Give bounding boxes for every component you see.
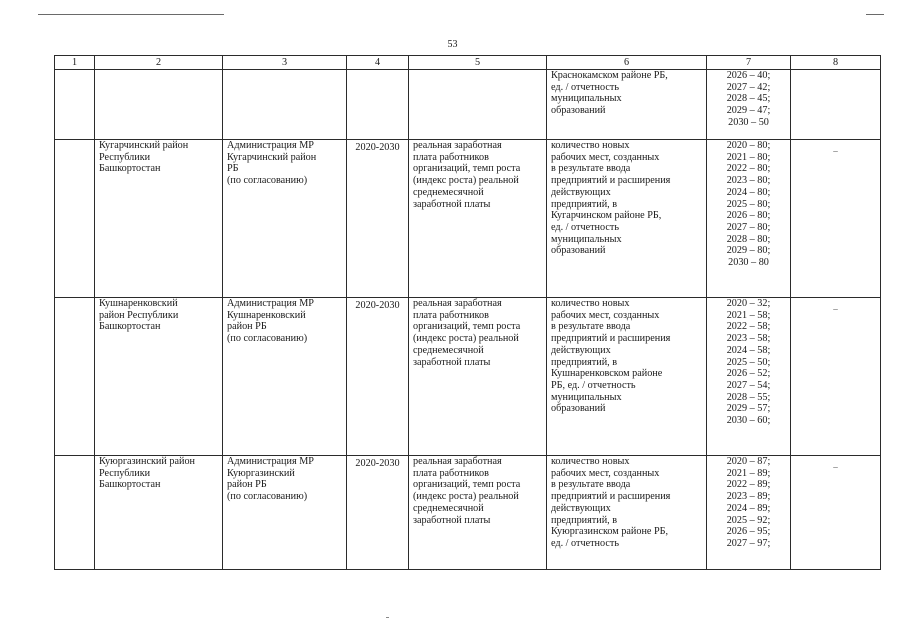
target-line: количество новых bbox=[551, 456, 630, 467]
district-cell bbox=[95, 298, 223, 456]
target-line: предприятий, в bbox=[551, 356, 618, 368]
target-indicator-cell bbox=[547, 140, 707, 298]
target-line: образований bbox=[551, 245, 606, 257]
year-value: 2028 – 55; bbox=[726, 391, 771, 403]
target-line: Кугарчинском районе РБ, bbox=[551, 210, 662, 222]
year-value: 2029 – 47; bbox=[726, 105, 771, 117]
executor-line: Кугарчинский район bbox=[227, 151, 317, 163]
target-line: ед. / отчетность bbox=[551, 537, 619, 549]
indicator-line: заработной платы bbox=[413, 514, 491, 526]
target-line: в результате ввода bbox=[551, 479, 631, 491]
yearly-values-cell bbox=[707, 70, 791, 140]
indicator-line: заработной платы bbox=[413, 356, 491, 368]
header-cell-1: 1 bbox=[55, 56, 95, 70]
target-line: образований bbox=[551, 105, 606, 117]
executor-line: Администрация МР bbox=[227, 456, 314, 467]
year-value: 2027 – 42; bbox=[726, 81, 771, 93]
indicator-line: (индекс роста) реальной bbox=[413, 333, 519, 345]
row-number-cell bbox=[55, 70, 95, 140]
year-value: 2024 – 89; bbox=[726, 502, 771, 514]
row-number-cell bbox=[55, 456, 95, 570]
executor-cell bbox=[223, 298, 347, 456]
indicator-cell bbox=[409, 298, 547, 456]
year-value: 2022 – 80; bbox=[726, 163, 771, 175]
target-line: РБ, ед. / отчетность bbox=[551, 379, 636, 391]
note-cell bbox=[791, 140, 881, 298]
executor-line: Администрация МР bbox=[227, 298, 314, 309]
executor-line: РБ bbox=[227, 163, 239, 175]
indicator-line: реальная заработная bbox=[413, 456, 502, 467]
target-indicator-cell bbox=[547, 456, 707, 570]
year-value: 2023 – 58; bbox=[726, 333, 771, 345]
year-value: 2030 – 60; bbox=[726, 415, 771, 427]
indicator-cell bbox=[409, 70, 547, 140]
indicator-line: реальная заработная bbox=[413, 140, 502, 151]
header-cell-5: 5 bbox=[409, 56, 547, 70]
target-line: Краснокамском районе РБ, bbox=[551, 70, 668, 81]
period-cell bbox=[347, 70, 409, 140]
scan-edge-right bbox=[866, 14, 884, 15]
target-line: действующих bbox=[551, 502, 611, 514]
row-number-cell bbox=[55, 140, 95, 298]
year-value: 2027 – 54; bbox=[726, 379, 771, 391]
district-line: Куюргазинский район bbox=[99, 456, 195, 467]
year-value: 2022 – 58; bbox=[726, 321, 771, 333]
target-line: предприятий и расширения bbox=[551, 491, 671, 503]
target-line: ед. / отчетность bbox=[551, 221, 619, 233]
target-line: муниципальных bbox=[551, 391, 622, 403]
executor-line: Администрация МР bbox=[227, 140, 314, 151]
district-line: Башкортостан bbox=[99, 321, 161, 333]
table-row-kushnarenkovsky bbox=[55, 298, 881, 456]
indicator-line: плата работников bbox=[413, 151, 489, 163]
year-value: 2020 – 80; bbox=[726, 140, 771, 151]
year-value: 2026 – 80; bbox=[726, 210, 771, 222]
district-cell bbox=[95, 140, 223, 298]
year-value: 2025 – 80; bbox=[726, 198, 771, 210]
year-value: 2025 – 50; bbox=[726, 356, 771, 368]
table-row-kugarchinsky bbox=[55, 140, 881, 298]
executor-cell bbox=[223, 70, 347, 140]
target-line: рабочих мест, созданных bbox=[551, 467, 660, 479]
target-line: в результате ввода bbox=[551, 321, 631, 333]
district-cell bbox=[95, 456, 223, 570]
year-value: 2021 – 58; bbox=[726, 309, 771, 321]
district-line: Башкортостан bbox=[99, 163, 161, 175]
district-cell bbox=[95, 70, 223, 140]
year-value: 2029 – 80; bbox=[726, 245, 771, 257]
executor-cell bbox=[223, 456, 347, 570]
target-line: в результате ввода bbox=[551, 163, 631, 175]
target-line: Куюргазинском районе РБ, bbox=[551, 526, 669, 538]
year-value: 2022 – 89; bbox=[726, 479, 771, 491]
indicator-line: организаций, темп роста bbox=[413, 163, 521, 175]
year-value: 2023 – 80; bbox=[726, 175, 771, 187]
note-cell bbox=[791, 70, 881, 140]
indicator-line: плата работников bbox=[413, 309, 489, 321]
executor-line: Кушнаренковский bbox=[227, 309, 306, 321]
executor-line: Куюргазинский bbox=[227, 467, 295, 479]
table-header-row bbox=[55, 56, 881, 70]
year-value: 2023 – 89; bbox=[726, 491, 771, 503]
scan-speck bbox=[386, 617, 389, 618]
indicator-line: реальная заработная bbox=[413, 298, 502, 309]
indicator-line: (индекс роста) реальной bbox=[413, 175, 519, 187]
period-cell: 2020-2030 bbox=[347, 140, 409, 298]
note-dash: – bbox=[833, 462, 838, 472]
year-value: 2024 – 80; bbox=[726, 186, 771, 198]
year-value: 2028 – 80; bbox=[726, 233, 771, 245]
executor-cell bbox=[223, 140, 347, 298]
executor-line: (по согласованию) bbox=[227, 175, 308, 187]
target-line: ед. / отчетность bbox=[551, 81, 619, 93]
district-line: Кугарчинский район bbox=[99, 140, 189, 151]
row-number-cell bbox=[55, 298, 95, 456]
year-value: 2025 – 92; bbox=[726, 514, 771, 526]
district-line: Башкортостан bbox=[99, 479, 161, 491]
target-line: муниципальных bbox=[551, 93, 622, 105]
district-line: район Республики bbox=[99, 309, 179, 321]
executor-line: район РБ bbox=[227, 479, 267, 491]
indicator-line: организаций, темп роста bbox=[413, 321, 521, 333]
year-value: 2021 – 80; bbox=[726, 151, 771, 163]
target-line: действующих bbox=[551, 186, 611, 198]
yearly-values-cell bbox=[707, 298, 791, 456]
yearly-values-cell bbox=[707, 456, 791, 570]
header-cell-8: 8 bbox=[791, 56, 881, 70]
executor-line: (по согласованию) bbox=[227, 333, 308, 345]
target-line: предприятий и расширения bbox=[551, 175, 671, 187]
target-line: количество новых bbox=[551, 298, 630, 309]
header-cell-7: 7 bbox=[707, 56, 791, 70]
year-value: 2020 – 87; bbox=[726, 456, 771, 467]
note-dash: – bbox=[833, 146, 838, 156]
district-line: Республики bbox=[99, 467, 151, 479]
header-cell-4: 4 bbox=[347, 56, 409, 70]
indicator-line: заработной платы bbox=[413, 198, 491, 210]
target-line: рабочих мест, созданных bbox=[551, 151, 660, 163]
year-value: 2030 – 50 bbox=[728, 116, 769, 128]
scan-edge-left bbox=[38, 14, 224, 15]
year-value: 2029 – 57; bbox=[726, 403, 771, 415]
year-value: 2020 – 32; bbox=[726, 298, 771, 309]
year-value: 2028 – 45; bbox=[726, 93, 771, 105]
executor-line: (по согласованию) bbox=[227, 491, 308, 503]
target-line: количество новых bbox=[551, 140, 630, 151]
indicator-line: организаций, темп роста bbox=[413, 479, 521, 491]
indicator-cell bbox=[409, 456, 547, 570]
target-indicator-cell bbox=[547, 298, 707, 456]
indicator-line: среднемесячной bbox=[413, 344, 484, 356]
year-value: 2021 – 89; bbox=[726, 467, 771, 479]
executor-line: район РБ bbox=[227, 321, 267, 333]
indicator-cell bbox=[409, 140, 547, 298]
page-number: 53 bbox=[447, 39, 458, 50]
period-cell: 2020-2030 bbox=[347, 456, 409, 570]
year-value: 2027 – 97; bbox=[726, 537, 771, 549]
year-value: 2027 – 80; bbox=[726, 221, 771, 233]
target-line: образований bbox=[551, 403, 606, 415]
period-cell: 2020-2030 bbox=[347, 298, 409, 456]
year-value: 2024 – 58; bbox=[726, 344, 771, 356]
year-value: 2026 – 95; bbox=[726, 526, 771, 538]
note-dash: – bbox=[833, 304, 838, 314]
table-row-continuation bbox=[55, 70, 881, 140]
year-value: 2026 – 52; bbox=[726, 368, 771, 380]
document-table bbox=[54, 55, 881, 570]
yearly-values-cell bbox=[707, 140, 791, 298]
header-cell-3: 3 bbox=[223, 56, 347, 70]
target-line: муниципальных bbox=[551, 233, 622, 245]
target-indicator-cell bbox=[547, 70, 707, 140]
indicator-line: среднемесячной bbox=[413, 502, 484, 514]
year-value: 2026 – 40; bbox=[726, 70, 771, 81]
district-line: Республики bbox=[99, 151, 151, 163]
target-line: предприятий, в bbox=[551, 198, 618, 210]
header-cell-2: 2 bbox=[95, 56, 223, 70]
target-line: рабочих мест, созданных bbox=[551, 309, 660, 321]
district-line: Кушнаренковский bbox=[99, 298, 178, 309]
note-cell bbox=[791, 456, 881, 570]
target-line: действующих bbox=[551, 344, 611, 356]
table-row-kuyurgazinsky bbox=[55, 456, 881, 570]
target-line: предприятий, в bbox=[551, 514, 618, 526]
header-cell-6: 6 bbox=[547, 56, 707, 70]
target-line: Кушнаренковском районе bbox=[551, 368, 663, 380]
note-cell bbox=[791, 298, 881, 456]
indicator-line: плата работников bbox=[413, 467, 489, 479]
indicator-line: среднемесячной bbox=[413, 186, 484, 198]
target-line: предприятий и расширения bbox=[551, 333, 671, 345]
year-value: 2030 – 80 bbox=[728, 257, 769, 269]
indicator-line: (индекс роста) реальной bbox=[413, 491, 519, 503]
